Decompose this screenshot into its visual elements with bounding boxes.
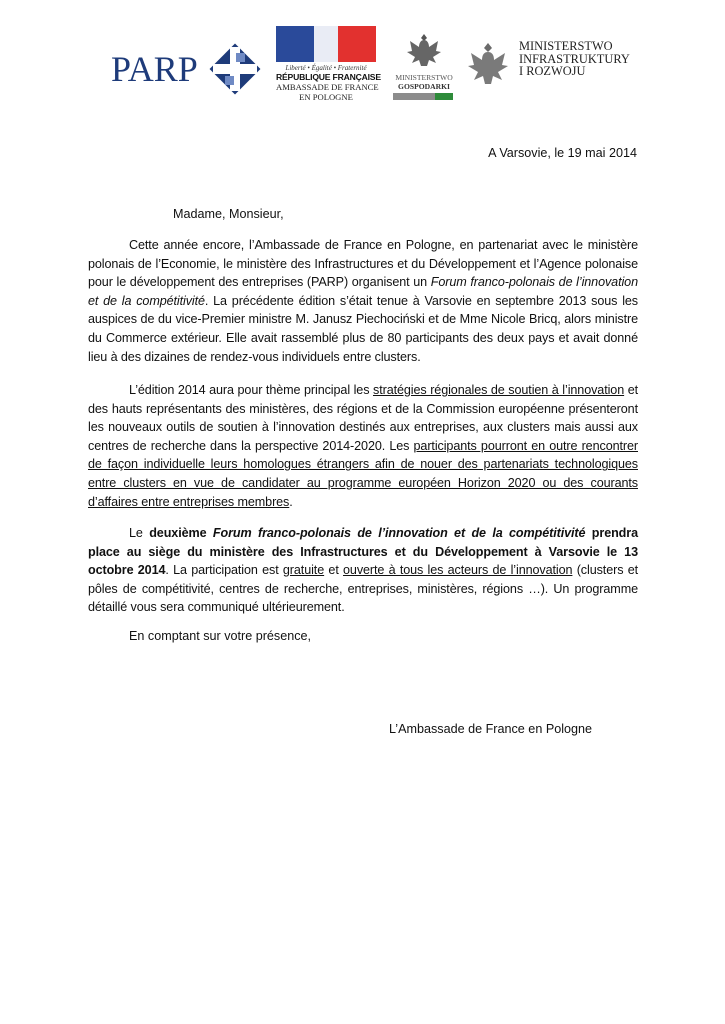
p2-text-c: et des hauts représentants des ministères, des régions et de la Commission européenne présenteront les nouveaux outils de soutien à l’innovation destinés aux entreprises, aux clusters mais aussi aux centres de recherche dans la perspective 2014-2020. Les	[88, 383, 639, 453]
ministerstwo-infrastruktury-logo	[465, 40, 630, 90]
p1-text-c: . La précédente édition s’était tenue à Varsovie en septembre 2013 sous les auspices de du vice-Premier ministre M. Janusz Piechociński et de Mme Nicole Bricq, alors ministre du Commerce extérieur. Elle avait rassemblé plus de 80 participants des deux pays et avait donné lieu à des dizaines de rendez-vous individuels entre clusters.	[88, 293, 638, 364]
mg-color-bar	[393, 93, 453, 100]
rf-motto: Liberté • Égalité • Fraternité	[285, 64, 367, 72]
mg-line1: MINISTERSTWO	[395, 73, 453, 82]
mir-name	[519, 40, 630, 78]
p3-bold-deuxieme: deuxième	[149, 526, 213, 540]
rf-name: RÉPUBLIQUE FRANÇAISE	[276, 72, 381, 82]
eagle-emblem-icon	[465, 40, 511, 90]
p1-text-a: Cette année encore, l’Ambassade de France en Pologne, en partenariat avec le ministère polonais de l’Economie, le ministère des Infrastructures et du Développement et l’Agence polonaise pour le développement des entreprises (PARP) organisent un	[88, 238, 638, 290]
header-logos	[0, 26, 725, 116]
eagle-emblem-icon	[404, 30, 444, 70]
ministerstwo-gospodarki-logo	[393, 30, 455, 108]
rf-embassy-line2: EN POLOGNE	[299, 92, 353, 102]
p3-text-a: Le	[129, 526, 150, 540]
mir-line2: INFRASTRUKTURY	[519, 51, 630, 66]
mg-line2: GOSPODARKI	[398, 82, 450, 91]
p2-underlined-theme: stratégies régionales de soutien à l’innovation	[373, 383, 625, 397]
closing: En comptant sur votre présence,	[129, 629, 312, 643]
salutation: Madame, Monsieur,	[173, 207, 284, 221]
p3-text-e: . La participation est	[165, 563, 283, 578]
p3-bold-location: prendra place au siège du ministère des Infrastructures et du Développement à Varsovie le 13 octobre 2014	[88, 526, 638, 578]
mir-line3: I ROZWOJU	[519, 64, 586, 78]
mir-line1: MINISTERSTWO	[519, 39, 613, 53]
p2-underlined-participants: participants pourront en outre rencontrer de façon individuelle leurs homologues étrangers afin de nouer des partenariats technologiques entre clusters en vue de candidater au programme européen Horizon 2020 ou des courants d’affaires entre entreprises membres	[88, 438, 638, 509]
letter-date: A Varsovie, le 19 mai 2014	[488, 146, 637, 160]
parp-logo	[111, 42, 262, 96]
p1-forum-title: Forum franco-polonais de l’innovation et de la compétitivité	[88, 275, 638, 308]
marianne-flag-icon	[276, 26, 376, 62]
parp-logo-text: PARP	[111, 49, 198, 89]
p2-text-e: .	[289, 494, 293, 509]
p2-text-a: L’édition 2014 aura pour thème principal les	[129, 383, 373, 397]
republique-francaise-logo	[276, 26, 381, 104]
p3-underlined-gratuite: gratuite	[282, 563, 325, 578]
parp-diamond-icon	[208, 42, 262, 96]
paragraph-1	[88, 236, 638, 366]
signature: L’Ambassade de France en Pologne	[389, 722, 593, 736]
rf-embassy-line1: AMBASSADE DE FRANCE	[276, 82, 379, 92]
paragraph-2	[88, 381, 638, 511]
p3-text-g: et	[324, 563, 344, 578]
p3-forum-title: Forum franco-polonais de l’innovation et de la compétitivité	[212, 526, 586, 540]
p3-underlined-ouverte: ouverte à tous les acteurs de l’innovation	[343, 563, 573, 578]
p3-text-i: (clusters et pôles de compétitivité, centres de recherche, entreprises, ministères, régions …). Un programme détaillé vous sera communiqué ultérieurement.	[88, 563, 638, 615]
paragraph-3	[88, 524, 638, 617]
